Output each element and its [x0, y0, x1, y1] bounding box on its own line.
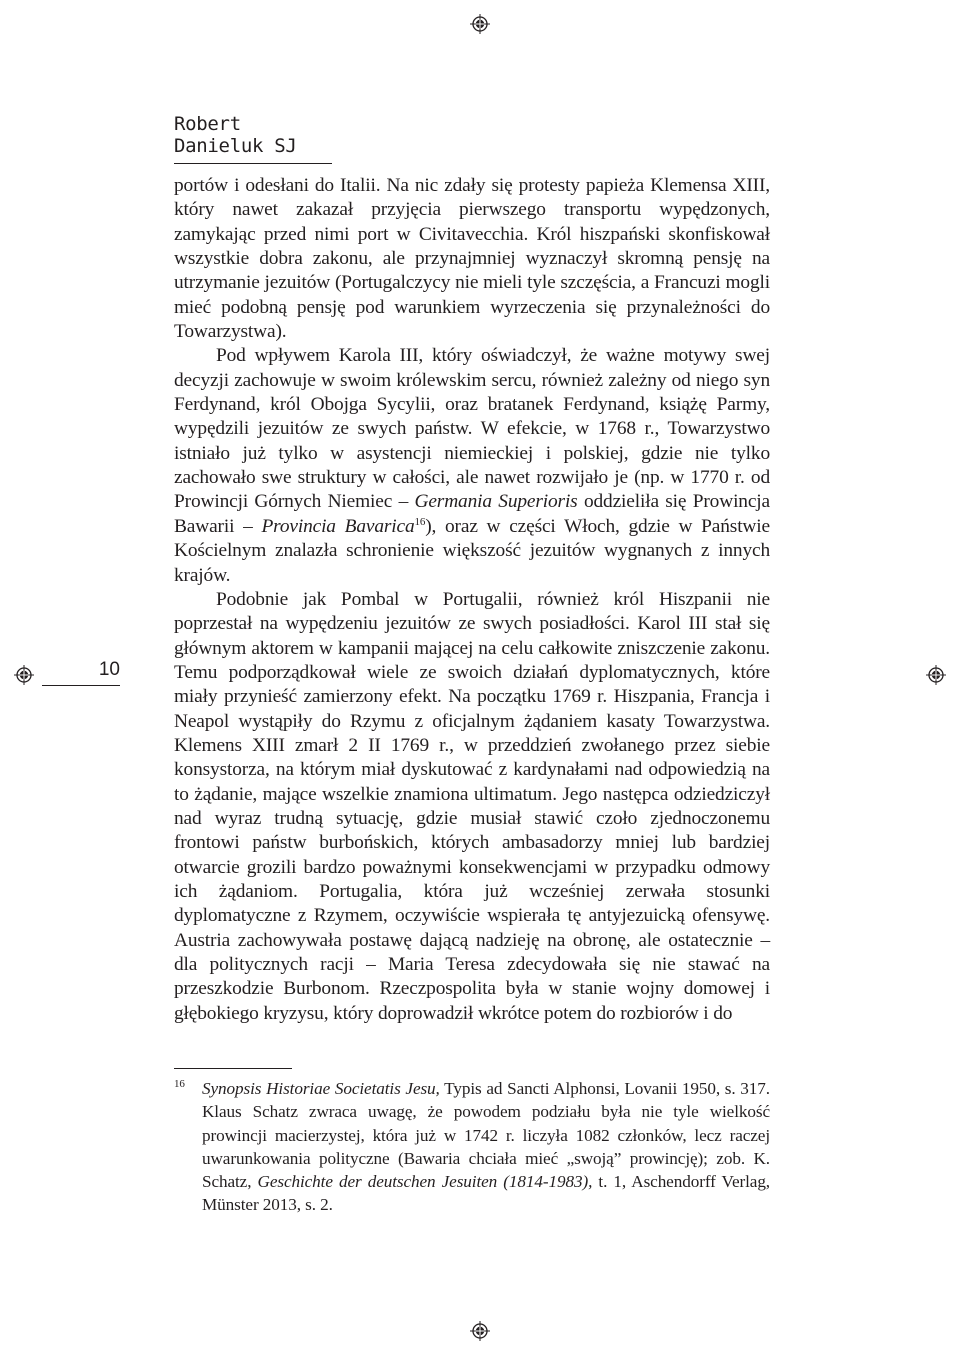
paragraph-2 — [174, 344, 770, 587]
latin-term-germania: Germania Superioris — [414, 491, 578, 513]
paragraph-2-text-e: ), oraz w części Włoch, gdzie w Państwie Kościelnym znalazła schronienie większość jezuitów wygnanych z innych krajów. — [174, 515, 770, 586]
footnote — [174, 1077, 770, 1217]
footnote-text-b: Typis ad Sancti Alphonsi, Lovanii 1950, s. 317. Klaus Schatz zwraca uwagę, że powodem podziału była nie tyle wielkość prowincji macierzystej, która już w 1742 r. liczyła 1082 członków, lecz raczej uwarunkowania polityczne (Bawaria chciała mieć „swoją” prowincję); zob. K. Schatz, — [202, 1079, 770, 1192]
registration-mark-icon — [470, 1321, 490, 1341]
footnote-title-1: Synopsis Historiae Societatis Jesu, — [202, 1079, 440, 1098]
footnote-divider — [174, 1068, 292, 1069]
paragraph-2-text-c: oddzieliła się Prowincja Bawarii – — [174, 491, 770, 537]
registration-mark-icon — [14, 665, 34, 685]
footnote-number: 16 — [174, 1078, 185, 1090]
footnote-title-2: Geschichte der deutschen Jesuiten (1814-1983), — [257, 1172, 593, 1192]
paragraph-2-text-a: Pod wpływem Karola III, który oświadczył, że ważne motywy swej decyzji zachowuje w swoim królewskim sercu, również zależny od niego syn Ferdynand, król Obojga Sycylii, oraz bratanek Ferdynand, książę Parmy, wypędzili jezuitów ze swych państw. W efekcie, w 1768 r., Towarzystwo istniało już tylko w asystencji niemieckiej i polskiej, gdzie nie tylko zachowało swe struktury w całości, ale nawet rozwijało je (np. w 1770 r. od Prowincji Górnych Niemiec – — [174, 345, 770, 513]
paragraph-1: portów i odesłani do Italii. Na nic zdały się protesty papieża Klemensa XIII, który nawet zakazał przyjęcia pierwszego transportu wypędzonych, zamykając przed nimi port w Civitavecchia. Król hiszpański skonfiskował wszystkie dobra zakonu, ale przynajmniej wyznaczył skromną pensję na utrzymanie jezuitów (Portugalczycy nie mieli tyle szczęścia, a Francuzi mogli mieć podobną pensję pod warunkiem wyrzeczenia się przynależności do Towarzystwa). — [174, 175, 770, 343]
registration-mark-icon — [470, 14, 490, 34]
footnote-text-d: t. 1, Aschendorff Verlag, Münster 2013, s. 2. — [202, 1172, 771, 1215]
registration-mark-icon — [926, 665, 946, 685]
latin-term-bavarica: Provincia Bavarica — [261, 515, 415, 537]
running-head-author: Robert Danieluk SJ — [174, 113, 332, 164]
footnote-body — [202, 1077, 770, 1217]
body-text — [174, 174, 770, 1026]
page-number: 10 — [42, 659, 120, 686]
footnote-reference[interactable]: 16 — [414, 515, 426, 528]
paragraph-3: Podobnie jak Pombal w Portugalii, również król Hiszpanii nie poprzestał na wypędzeniu jezuitów ze swych posiadłości. Karol III stał się głównym aktorem w kampanii mającej na celu całkowite zniszczenie zakonu. Temu podporządkował wiele ze swoich działań dyplomatycznych, które miały przynieść zamierzony efekt. Na początku 1769 r. Hiszpania, Francja i Neapol wystąpiły do Rzymu z oficjalnym żądaniem kasaty Towarzystwa. Klemens XIII zmarł 2 II 1769 r., w przeddzień zwołanego przez siebie konsystorza, na którym miał dyskutować z kardynałami nad odpowiedzią na to żądanie, mające wszelkie znamiona ultimatum. Jego następca odziedziczył nad wyraz trudną sytuację, gdzie musiał stawić czoło zjednoczonemu frontowi państw burbońskich, których ambasadorzy mniej lub bardziej otwarcie grozili bardzo poważnymi konsekwencjami w przypadku odmowy ich żądaniom. Portugalia, która już wcześniej zerwała stosunki dyplomatyczne z Rzymem, oczywiście wspierała tę antyjezuicką ofensywę. Austria zachowywała postawę dającą nadzieję na obronę, ale ostatecznie – dla politycznych racji – Maria Teresa zdecydowała się nie stawać na przeszkodzie Burbonom. Rzeczpospolita była w stanie wojny domowej i głębokiego kryzysu, który doprowadził wkrótce potem do rozbiorów i do — [174, 588, 770, 1024]
